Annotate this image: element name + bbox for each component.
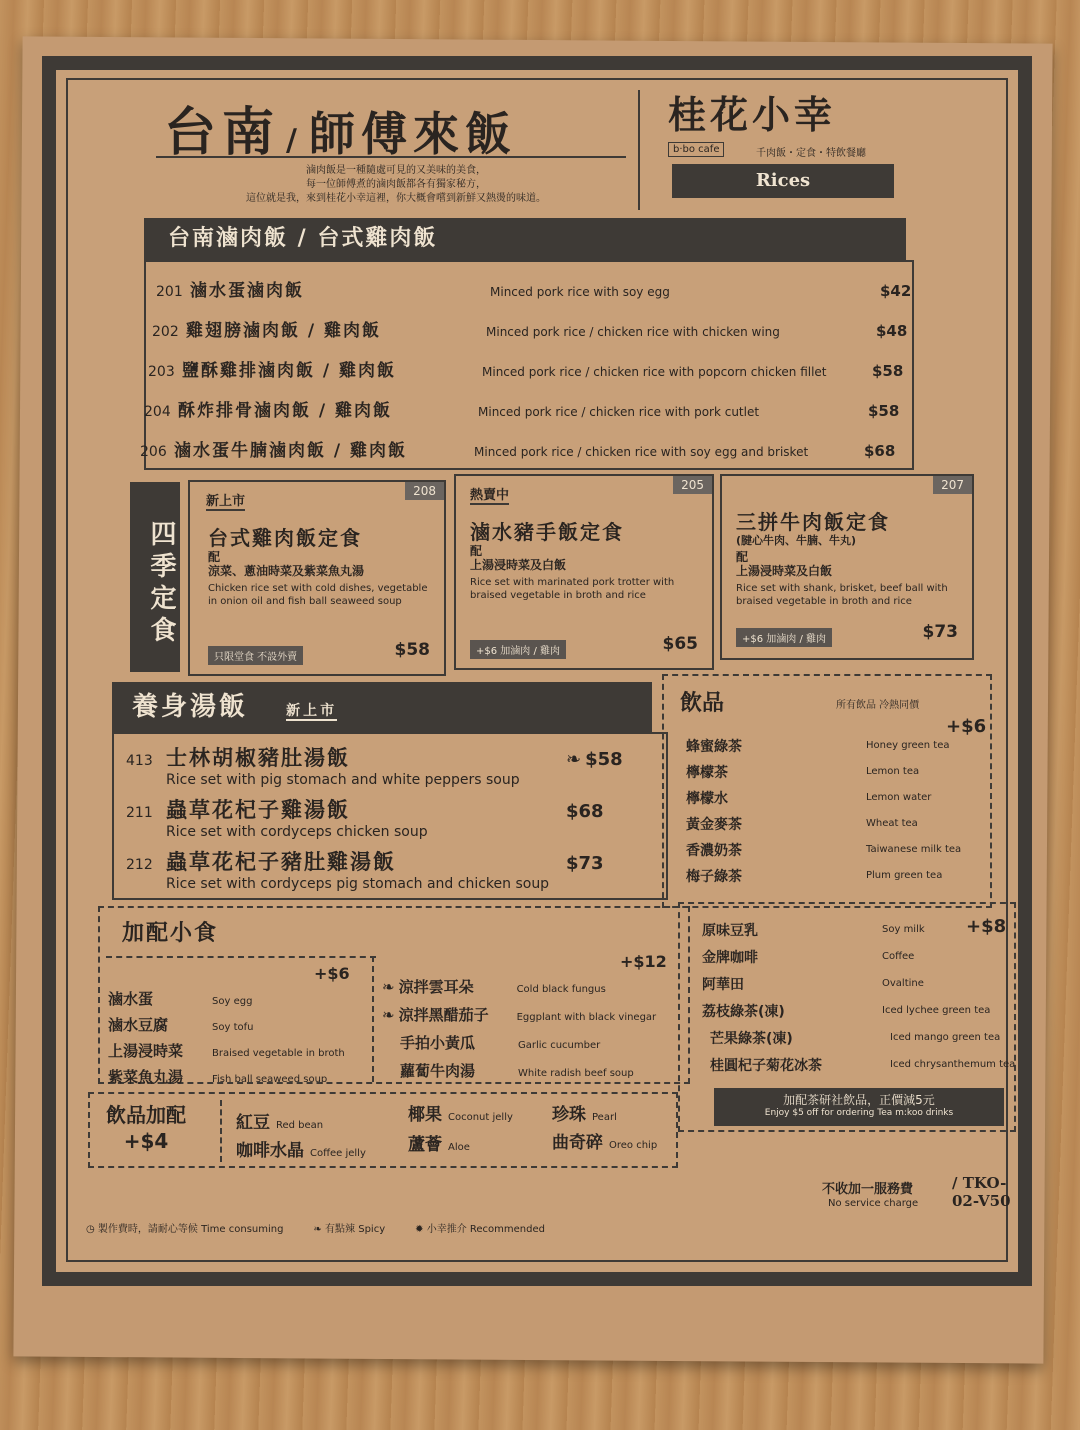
set-code: 208 [405,482,444,500]
service-charge-cn: 不收加一服務費 [822,1182,914,1197]
title-right: 師傅來飯 [308,107,517,161]
addon-name-en: Aloe [448,1142,470,1153]
drinks-box-2 [678,902,1016,1132]
new-tag: 新上市 [206,490,245,511]
addon-item [236,1136,366,1161]
item-name-en: Minced pork rice / chicken rice with popcorn chicken fillet [482,365,827,379]
drinks-heading: 飲品 [680,691,725,716]
snack-item [108,1040,345,1061]
item-name-cn: 雞翅膀滷肉飯 / 雞肉飯 [186,321,382,341]
soup-item-main [126,742,646,772]
promo-cn: 加配茶研社飲品，正價減5元 [783,1093,935,1107]
snack-name-cn: 蘿蔔牛肉湯 [400,1062,476,1080]
snack-name-cn: 滷水豆腐 [108,1016,169,1034]
chili-icon: ❧ [313,1224,322,1235]
legend-spicy [313,1220,385,1235]
menu-code-text: TKO-02-V50 [952,1174,1011,1210]
addon-name-cn: 曲奇碎 [552,1133,603,1153]
addon-item [552,1100,617,1125]
legend-spicy-text: 有點辣 Spicy [325,1224,386,1235]
soup-item-main [126,846,646,876]
snack-name-en: Soy tofu [212,1022,254,1033]
item-name-cn: 滷水蛋滷肉飯 [190,281,304,301]
item-name-en: Rice set with cordyceps pig stomach and chicken soup [166,876,550,892]
promo-en: Enjoy $5 off for ordering Tea m:koo drinks [764,1108,954,1118]
snacks-divider [106,956,376,958]
snack-item [382,976,606,997]
drink-name-cn: 梅子綠茶 [686,869,742,885]
item-code: 413 [126,753,153,769]
soup-new-tag: 新上市 [286,703,338,719]
title-left: 台南 [164,102,281,163]
menu-frame [42,56,1032,1286]
drink-name-en: Iced lychee green tea [882,1005,991,1016]
snack-name-cn: 上湯浸時菜 [108,1042,184,1060]
menu-code: / TKO-02-V50 [952,1174,1011,1210]
addons-divider [220,1100,222,1162]
rice-item [144,396,924,421]
drink-name-en: Coffee [882,951,915,962]
snack-item [108,1066,327,1087]
snack-name-en: Fish ball seaweed soup [212,1074,328,1085]
drink-item [686,762,1016,782]
drink-name-cn: 蜂蜜綠茶 [686,739,742,755]
addons-label [106,1102,186,1154]
rice-section-heading: 台南滷肉飯 / 台式雞肉飯 [144,218,906,260]
addons-label-text: 飲品加配 [106,1103,186,1127]
set-code: 207 [933,476,972,494]
item-code: 202 [152,324,179,340]
drink-addons-box [88,1092,678,1168]
item-price: $48 [876,322,908,340]
drink-name-cn: 香濃奶茶 [686,843,742,859]
addon-item [408,1100,513,1125]
drink-name-cn: 黃金麥茶 [686,817,742,833]
addon-name-cn: 椰果 [408,1105,442,1125]
item-name-en: Rice set with cordyceps chicken soup [166,824,428,840]
set-description: Rice set with marinated pork trotter with braised vegetable in broth and rice [470,577,675,601]
drink-item [710,1028,1020,1048]
snack-name-en: Eggplant with black vinegar [516,1012,657,1023]
intro-text [206,164,586,206]
snack-name-en: Braised vegetable in broth [212,1048,345,1059]
item-price-value: $73 [566,853,604,874]
legend-time [86,1220,283,1235]
set-price: $73 [922,622,958,642]
drink-name-en: Wheat tea [866,818,918,829]
set-code: 205 [673,476,712,494]
drink-item [702,1001,1012,1021]
drink-name-en: Plum green tea [866,870,943,881]
drink-item [686,788,1016,808]
rice-item [148,356,928,381]
item-price: $42 [880,282,912,300]
snack-item [400,1032,600,1053]
snacks-group2-price: +$12 [620,952,667,971]
service-charge-en: No service charge [828,1198,919,1209]
drink-item [686,840,1016,860]
set-name: 滷水豬手飯定食 [470,520,624,544]
set-with: 配 [736,550,749,564]
item-code: 204 [144,404,171,420]
soup-section-heading [112,682,652,732]
item-price [566,853,604,874]
addon-item [552,1128,657,1153]
addon-name-cn: 珍珠 [552,1105,586,1125]
addon-item [408,1130,470,1155]
snack-name-cn: 涼拌雲耳朵 [398,978,474,996]
seasonal-label: 四季定食 [130,482,180,672]
soup-item [126,742,646,788]
drinks-group1-price: +$6 [946,716,987,737]
brand-subtitle: 千肉飯・定食・特飲餐廳 [756,148,866,159]
addons-price: +$4 [123,1129,169,1153]
snack-name-cn: 紫菜魚丸湯 [108,1068,184,1086]
soup-item [126,794,646,840]
title-slash: / [286,123,303,158]
drink-item [686,736,1016,756]
set-description: Chicken rice set with cold dishes, vegetable in onion oil and fish ball seaweed soup [208,583,428,607]
item-code: 212 [126,857,153,873]
addon-name-en: Pearl [592,1112,617,1123]
snack-name-cn: 滷水蛋 [108,990,154,1008]
item-name-en: Minced pork rice / chicken rice with chicken wing [486,325,780,339]
chili-icon: ❧ [566,749,582,770]
section-label-rices: Rices [672,164,894,198]
drink-name-cn: 荔枝綠茶(凍) [702,1004,785,1020]
title-divider [156,156,626,158]
header-divider [638,90,640,210]
drink-item [702,920,1012,940]
set-price: $58 [394,640,430,660]
drink-name-cn: 檸檬水 [686,791,728,807]
item-name-cn: 士林胡椒豬肚湯飯 [166,746,350,770]
drink-name-en: Iced chrysanthemum tea [890,1059,1016,1070]
snacks-box [98,906,690,1084]
rice-item [140,436,920,461]
item-price: $58 [872,362,904,380]
item-name-en: Minced pork rice / chicken rice with pork cutlet [478,405,760,419]
item-code: 203 [148,364,175,380]
item-price: $68 [864,442,896,460]
drink-name-en: Ovaltine [882,978,924,989]
set-description: Rice set with shank, brisket, beef ball with braised vegetable in broth and rice [736,583,948,607]
set-box-207 [720,474,974,660]
set-box-205 [454,474,714,670]
rice-item [156,276,936,301]
item-name-cn: 酥炸排骨滷肉飯 / 雞肉飯 [178,401,393,421]
promo-banner [714,1088,1004,1126]
set-sides: 上湯浸時菜及白飯 [470,558,567,572]
drink-item [686,814,1016,834]
drinks-note: 所有飲品 冷熱同價 [836,700,920,711]
snack-item [382,1004,656,1025]
intro-line-3: 這位就是我，來到桂花小幸這裡，你大概會嚐到新鮮又熱燙的味道。 [246,193,546,204]
drinks-group2-price: +$8 [966,916,1007,937]
item-name-en: Rice set with pig stomach and white peppers soup [166,772,520,788]
snacks-group1-price: +$6 [314,964,350,983]
set-subtitle: (腱心牛肉、牛腩、牛丸) [736,534,857,547]
chili-icon: ❧ [382,978,395,996]
rice-item [152,316,932,341]
drink-name-en: Taiwanese milk tea [866,844,962,855]
drink-name-en: Honey green tea [866,740,950,751]
drink-name-en: Soy milk [882,924,925,935]
intro-line-1: 滷肉飯是一種隨處可見的又美味的美食， [306,165,486,176]
item-price [566,749,623,770]
menu-title [164,90,517,165]
item-name-en: Minced pork rice with soy egg [490,285,670,299]
addon-name-en: Red bean [276,1120,324,1131]
snack-name-en: Cold black fungus [516,984,606,995]
brand-name: 桂花小幸 [668,92,837,137]
drink-name-cn: 芒果綠茶(凍) [710,1031,793,1047]
drink-name-en: Lemon tea [866,766,920,777]
legend [86,1220,545,1235]
item-name-en: Minced pork rice / chicken rice with soy egg and brisket [474,445,809,459]
drink-name-en: Iced mango green tea [890,1032,1001,1043]
drink-name-cn: 原味豆乳 [702,923,758,939]
brand-english: b·bo cafe [668,142,724,157]
clock-icon: ◷ [86,1224,95,1235]
soup-item [126,846,646,892]
drink-name-cn: 金牌咖啡 [702,950,758,966]
drink-item [710,1055,1020,1075]
star-icon: ✹ [415,1224,424,1235]
item-name-cn: 鹽酥雞排滷肉飯 / 雞肉飯 [182,361,397,381]
snacks-heading: 加配小食 [122,921,219,946]
snacks-column-divider [372,956,374,1082]
drink-name-cn: 阿華田 [702,977,744,993]
set-name: 台式雞肉飯定食 [208,526,362,550]
item-name-cn: 蟲草花杞子雞湯飯 [166,798,350,822]
addon-name-cn: 紅豆 [236,1113,270,1133]
addon-name-en: Oreo chip [609,1140,658,1151]
snack-name-en: White radish beef soup [518,1068,634,1079]
snack-item [108,1014,253,1035]
chili-icon: ❧ [382,1006,395,1024]
addon-name-cn: 蘆薈 [408,1135,442,1155]
item-name-cn: 蟲草花杞子豬肚雞湯飯 [166,850,396,874]
item-price-value: $68 [566,801,604,822]
add-meat-note: +$6 加滷肉 / 雞肉 [736,628,832,647]
intro-line-2: 每一位師傅煮的滷肉飯都各有獨家秘方， [306,179,486,190]
snack-name-en: Soy egg [212,996,253,1007]
item-code: 211 [126,805,153,821]
item-price-value: $58 [585,749,623,770]
hot-selling-tag: 熱賣中 [470,484,509,505]
set-sides: 涼菜、蔥油時菜及紫菜魚丸湯 [208,564,365,578]
set-price: $65 [662,634,698,654]
drink-name-cn: 桂圓杞子菊花冰茶 [710,1058,822,1074]
item-price [566,801,604,822]
addon-item [236,1108,323,1133]
dine-in-only-note: 只限堂食 不設外賣 [208,646,303,665]
snack-name-cn: 手拍小黃瓜 [400,1034,476,1052]
legend-recommended [415,1220,545,1235]
snack-item [108,988,252,1009]
drink-name-cn: 檸檬茶 [686,765,728,781]
item-name-cn: 滷水蛋牛腩滷肉飯 / 雞肉飯 [174,441,408,461]
drink-item [702,974,1012,994]
item-code: 206 [140,444,167,460]
item-price: $58 [868,402,900,420]
add-meat-note: +$6 加滷肉 / 雞肉 [470,640,566,659]
legend-rec-text: 小幸推介 Recommended [426,1224,545,1235]
set-box-208 [188,480,446,676]
snack-name-en: Garlic cucumber [518,1040,601,1051]
soup-heading-text: 養身湯飯 [132,692,249,722]
set-with: 配 [208,550,221,564]
snack-name-cn: 涼拌黑醋茄子 [398,1006,489,1024]
set-with: 配 [470,544,483,558]
item-code: 201 [156,284,183,300]
legend-time-text: 製作費時，請耐心等候 Time consuming [97,1224,284,1235]
snack-item [400,1060,634,1081]
addon-name-en: Coffee jelly [310,1148,366,1159]
set-name: 三拼牛肉飯定食 [736,510,890,534]
drinks-box-1 [662,674,992,908]
soup-item-main [126,794,646,824]
drink-name-en: Lemon water [866,792,932,803]
addon-name-cn: 咖啡水晶 [236,1141,304,1161]
set-sides: 上湯浸時菜及白飯 [736,564,833,578]
drink-item [702,947,1012,967]
addon-name-en: Coconut jelly [448,1112,513,1123]
drink-item [686,866,1016,886]
